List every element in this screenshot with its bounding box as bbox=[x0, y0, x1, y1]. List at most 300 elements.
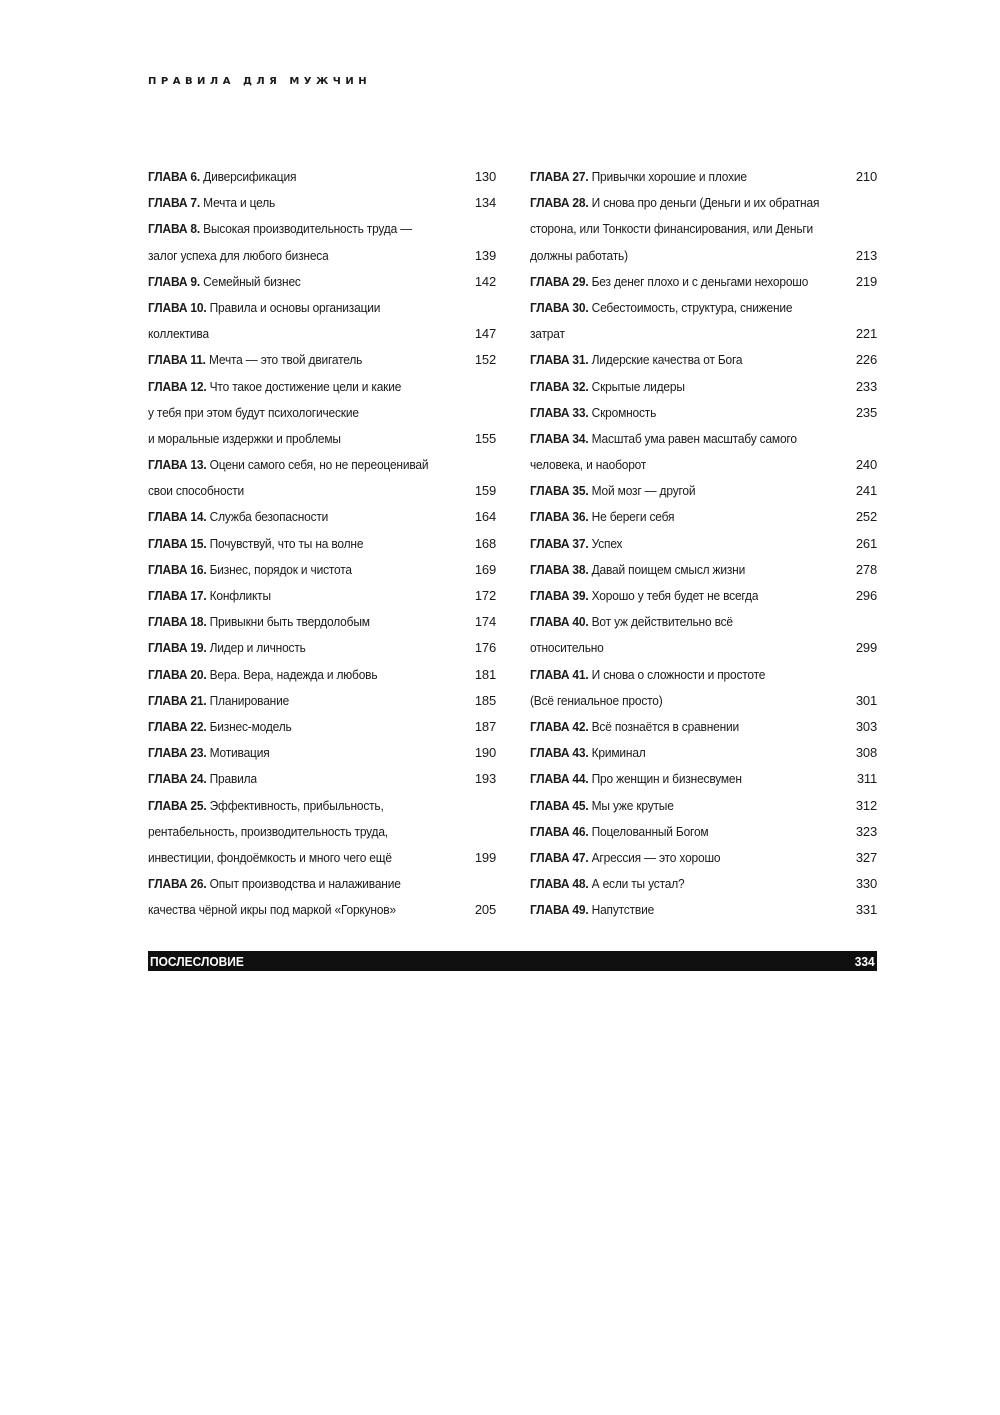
toc-chapter-label: ГЛАВА 13. bbox=[148, 457, 207, 473]
toc-entry[interactable] bbox=[530, 269, 877, 295]
toc-page-number: 303 bbox=[855, 718, 877, 734]
toc-entry-line bbox=[148, 583, 496, 609]
toc-entry[interactable] bbox=[530, 531, 877, 557]
toc-entry-line bbox=[530, 190, 877, 216]
toc-entry-line bbox=[148, 609, 496, 635]
toc-entry-title bbox=[148, 714, 292, 740]
toc-entry-line bbox=[530, 793, 877, 819]
toc-chapter-label: ГЛАВА 10. bbox=[148, 299, 207, 315]
toc-entry-title bbox=[148, 269, 301, 295]
toc-page-number: 164 bbox=[474, 509, 496, 525]
toc-entry-title bbox=[148, 793, 384, 819]
toc-entry-title bbox=[148, 347, 362, 373]
toc-page-number: 311 bbox=[856, 771, 877, 787]
toc-title-text: Вот уж действительно всё bbox=[591, 614, 733, 630]
toc-entry[interactable] bbox=[530, 374, 877, 400]
toc-entry[interactable] bbox=[148, 557, 496, 583]
toc-page-number: 168 bbox=[474, 535, 496, 551]
toc-entry-title bbox=[530, 400, 656, 426]
toc-page-number: 323 bbox=[855, 823, 877, 839]
toc-page-number: 226 bbox=[855, 352, 877, 368]
toc-chapter-label: ГЛАВА 42. bbox=[530, 718, 589, 734]
toc-entry-title bbox=[148, 321, 209, 347]
toc-title-text: Лидерские качества от Бога bbox=[591, 352, 743, 368]
toc-title-text: Мотивация bbox=[209, 745, 270, 761]
toc-entry-title bbox=[148, 845, 392, 871]
toc-title-text: должны работать) bbox=[530, 247, 628, 263]
toc-entry-title bbox=[530, 269, 808, 295]
toc-chapter-label: ГЛАВА 8. bbox=[148, 221, 201, 237]
toc-entry-title bbox=[530, 216, 813, 242]
toc-entry-title bbox=[148, 609, 370, 635]
toc-entry-line bbox=[148, 635, 496, 661]
toc-entry-title bbox=[530, 714, 739, 740]
toc-entry-line bbox=[530, 688, 877, 714]
toc-entry-line bbox=[148, 871, 496, 897]
toc-entry-line bbox=[530, 531, 877, 557]
toc-entry-title bbox=[530, 478, 695, 504]
toc-title-text: Планирование bbox=[209, 692, 290, 708]
toc-chapter-label: ГЛАВА 36. bbox=[530, 509, 589, 525]
toc-chapter-label: ГЛАВА 9. bbox=[148, 273, 201, 289]
toc-entry-title bbox=[148, 190, 275, 216]
toc-title-text: Успех bbox=[591, 535, 623, 551]
toc-afterword-bar[interactable] bbox=[148, 951, 877, 971]
toc-chapter-label: ГЛАВА 40. bbox=[530, 614, 589, 630]
toc-page-number: 219 bbox=[855, 273, 877, 289]
toc-entry-line bbox=[148, 557, 496, 583]
toc-title-text: Почувствуй, что ты на волне bbox=[209, 535, 364, 551]
toc-entry-line bbox=[148, 793, 496, 819]
toc-chapter-label: ГЛАВА 23. bbox=[148, 745, 207, 761]
toc-title-text: у тебя при этом будут психологические bbox=[148, 404, 359, 420]
toc-chapter-label: ГЛАВА 45. bbox=[530, 797, 589, 813]
toc-title-text: А если ты устал? bbox=[591, 876, 685, 892]
toc-title-text: Криминал bbox=[591, 745, 646, 761]
toc-title-text: Агрессия — это хорошо bbox=[591, 849, 721, 865]
toc-title-text: Оцени самого себя, но не переоценивай bbox=[209, 457, 429, 473]
toc-page-number: 155 bbox=[474, 430, 496, 446]
toc-entry[interactable] bbox=[530, 400, 877, 426]
toc-chapter-label: ГЛАВА 34. bbox=[530, 430, 589, 446]
toc-title-text: Мечта и цель bbox=[203, 195, 276, 211]
toc-entry[interactable] bbox=[530, 164, 877, 190]
toc-entry-line bbox=[530, 347, 877, 373]
toc-title-text: Поцелованный Богом bbox=[591, 823, 709, 839]
toc-title-text: Мой мозг — другой bbox=[591, 483, 696, 499]
toc-entry-line bbox=[530, 243, 877, 269]
toc-title-text: Мечта — это твой двигатель bbox=[208, 352, 363, 368]
toc-entry-line bbox=[530, 871, 877, 897]
toc-entry-title bbox=[530, 871, 684, 897]
running-head: ПРАВИЛА ДЛЯ МУЖЧИН bbox=[148, 76, 372, 87]
toc-entry[interactable] bbox=[530, 583, 877, 609]
toc-title-text: Диверсификация bbox=[203, 169, 297, 184]
toc-entry-title bbox=[148, 662, 377, 688]
toc-entry-title bbox=[148, 295, 380, 321]
toc-entry[interactable] bbox=[148, 347, 496, 373]
toc-chapter-label: ГЛАВА 48. bbox=[530, 876, 589, 892]
toc-entry-line bbox=[148, 897, 496, 923]
toc-entry[interactable] bbox=[530, 295, 877, 347]
toc-title-text: Лидер и личность bbox=[209, 640, 306, 656]
toc-title-text: Привычки хорошие и плохие bbox=[591, 169, 747, 184]
toc-page-number: 139 bbox=[474, 247, 496, 263]
toc-title-text: Хорошо у тебя будет не всегда bbox=[591, 588, 759, 603]
toc-title-text: Конфликты bbox=[209, 588, 271, 603]
toc-chapter-label: ГЛАВА 28. bbox=[530, 195, 589, 211]
toc-entry-title bbox=[148, 897, 396, 923]
toc-entry-line bbox=[148, 766, 496, 792]
toc-entry-title bbox=[530, 557, 745, 583]
toc-entry-title bbox=[530, 897, 654, 923]
toc-entry-line bbox=[530, 374, 877, 400]
toc-chapter-label: ГЛАВА 21. bbox=[148, 692, 207, 708]
toc-entry-title bbox=[530, 635, 604, 661]
toc-entry[interactable] bbox=[530, 897, 877, 923]
toc-entry-title bbox=[148, 426, 341, 452]
toc-page-number: 327 bbox=[855, 849, 877, 865]
toc-chapter-label: ГЛАВА 15. bbox=[148, 535, 207, 551]
toc-chapter-label: ГЛАВА 14. bbox=[148, 509, 207, 525]
toc-title-text: Что такое достижение цели и какие bbox=[209, 378, 402, 394]
toc-title-text: Скромность bbox=[591, 404, 657, 420]
toc-entry-title bbox=[148, 871, 401, 897]
toc-entry[interactable] bbox=[530, 740, 877, 766]
toc-title-text: Без денег плохо и с деньгами нехорошо bbox=[591, 273, 809, 289]
toc-entry-line bbox=[530, 897, 877, 923]
toc-page-number: 299 bbox=[855, 640, 877, 656]
toc-entry[interactable] bbox=[148, 740, 496, 766]
toc-chapter-label: ГЛАВА 25. bbox=[148, 797, 207, 813]
toc-chapter-label: ГЛАВА 31. bbox=[530, 352, 589, 368]
toc-entry-line bbox=[530, 164, 877, 190]
toc-entry-line bbox=[148, 740, 496, 766]
toc-entry[interactable] bbox=[148, 609, 496, 635]
toc-left-column bbox=[148, 164, 496, 923]
toc-page-number: 252 bbox=[855, 509, 877, 525]
toc-chapter-label: ГЛАВА 27. bbox=[530, 169, 589, 184]
toc-entry[interactable] bbox=[530, 609, 877, 661]
toc-page-number: 210 bbox=[855, 169, 877, 184]
toc-entry[interactable] bbox=[148, 583, 496, 609]
toc-page-number: 130 bbox=[474, 169, 496, 184]
toc-entry-line bbox=[530, 269, 877, 295]
toc-chapter-label: ГЛАВА 41. bbox=[530, 666, 589, 682]
toc-chapter-label: ГЛАВА 35. bbox=[530, 483, 589, 499]
toc-entry-line bbox=[148, 321, 496, 347]
toc-entry-line bbox=[148, 478, 496, 504]
toc-entry-title bbox=[148, 374, 401, 400]
toc-entry-line bbox=[530, 740, 877, 766]
toc-chapter-label: ГЛАВА 46. bbox=[530, 823, 589, 839]
toc-chapter-label: ГЛАВА 16. bbox=[148, 561, 207, 577]
toc-title-text: Всё познаётся в сравнении bbox=[591, 718, 740, 734]
toc-entry-line bbox=[148, 347, 496, 373]
toc-title-text: Бизнес-модель bbox=[209, 718, 292, 734]
toc-entry-title bbox=[530, 321, 565, 347]
toc-title-text: человека, и наоборот bbox=[530, 457, 647, 473]
toc-entry-title bbox=[530, 531, 622, 557]
toc-title-text: Служба безопасности bbox=[209, 509, 329, 525]
toc-chapter-label: ГЛАВА 26. bbox=[148, 876, 207, 892]
toc-entry-title bbox=[148, 400, 359, 426]
toc-entry-line bbox=[530, 766, 877, 792]
toc-page-number: 181 bbox=[474, 666, 496, 682]
toc-entry-title bbox=[148, 531, 363, 557]
toc-title-text: и моральные издержки и проблемы bbox=[148, 430, 341, 446]
toc-entry-line bbox=[530, 635, 877, 661]
toc-page-number: 221 bbox=[855, 326, 877, 342]
toc-entry-line bbox=[148, 662, 496, 688]
toc-entry-line bbox=[148, 400, 496, 426]
toc-entry-line bbox=[530, 714, 877, 740]
toc-title-text: коллектива bbox=[148, 326, 209, 342]
toc-chapter-label: ГЛАВА 32. bbox=[530, 378, 589, 394]
toc-chapter-label: ГЛАВА 37. bbox=[530, 535, 589, 551]
toc-entry-line bbox=[148, 426, 496, 452]
toc-page-number: 159 bbox=[474, 483, 496, 499]
toc-page-number: 312 bbox=[855, 797, 877, 813]
afterword-label: ПОСЛЕСЛОВИЕ bbox=[150, 953, 244, 969]
toc-page-number: 174 bbox=[474, 614, 496, 630]
toc-page-number: 169 bbox=[474, 561, 496, 577]
toc-entry[interactable] bbox=[148, 452, 496, 504]
toc-entry[interactable] bbox=[530, 714, 877, 740]
toc-entry[interactable] bbox=[148, 662, 496, 688]
toc-entry-title bbox=[148, 452, 428, 478]
toc-title-text: затрат bbox=[530, 326, 565, 342]
toc-entry[interactable] bbox=[148, 714, 496, 740]
toc-page-number: 278 bbox=[855, 561, 877, 577]
toc-page-number: 152 bbox=[474, 352, 496, 368]
toc-entry-title bbox=[148, 478, 244, 504]
toc-chapter-label: ГЛАВА 19. bbox=[148, 640, 207, 656]
toc-entry[interactable] bbox=[530, 819, 877, 845]
toc-entry-line bbox=[530, 819, 877, 845]
toc-entry-title bbox=[530, 164, 747, 190]
toc-entry-title bbox=[530, 819, 708, 845]
toc-page-number: 172 bbox=[474, 588, 496, 603]
toc-entry-title bbox=[148, 504, 328, 530]
toc-entry[interactable] bbox=[530, 871, 877, 897]
toc-page-number: 147 bbox=[474, 326, 496, 342]
toc-page-number: 235 bbox=[855, 404, 877, 420]
toc-chapter-label: ГЛАВА 18. bbox=[148, 614, 207, 630]
toc-entry-title bbox=[530, 426, 797, 452]
toc-entry[interactable] bbox=[148, 164, 496, 190]
toc-entry-line bbox=[148, 190, 496, 216]
toc-entry[interactable] bbox=[148, 504, 496, 530]
toc-page-number: 187 bbox=[474, 718, 496, 734]
toc-page-number: 134 bbox=[474, 195, 496, 211]
toc-right-column bbox=[530, 164, 877, 923]
toc-entry-line bbox=[530, 662, 877, 688]
toc-entry-title bbox=[530, 662, 765, 688]
toc-entry[interactable] bbox=[148, 374, 496, 453]
toc-entry[interactable] bbox=[530, 662, 877, 714]
toc-page-number: 330 bbox=[855, 876, 877, 892]
toc-title-text: инвестиции, фондоёмкость и много чего ещё bbox=[148, 849, 392, 865]
toc-entry-title bbox=[148, 740, 270, 766]
toc-entry[interactable] bbox=[148, 216, 496, 268]
toc-title-text: Правила bbox=[209, 771, 257, 787]
toc-title-text: Мы уже крутые bbox=[591, 797, 674, 813]
toc-chapter-label: ГЛАВА 44. bbox=[530, 771, 589, 787]
toc-entry-line bbox=[148, 452, 496, 478]
toc-title-text: сторона, или Тонкости финансирования, или Деньги bbox=[530, 221, 814, 237]
toc-title-text: Масштаб ума равен масштабу самого bbox=[591, 430, 797, 446]
toc-entry-title bbox=[148, 688, 289, 714]
toc-entry[interactable] bbox=[530, 793, 877, 819]
toc-entry-line bbox=[530, 216, 877, 242]
toc-entry-line bbox=[148, 531, 496, 557]
toc-chapter-label: ГЛАВА 7. bbox=[148, 195, 201, 211]
toc-page-number: 213 bbox=[855, 247, 877, 263]
toc-chapter-label: ГЛАВА 6. bbox=[148, 169, 201, 184]
toc-entry[interactable] bbox=[530, 426, 877, 478]
toc-entry-title bbox=[148, 583, 271, 609]
toc-entry-title bbox=[148, 164, 296, 190]
toc-entry-title bbox=[148, 635, 306, 661]
toc-entry[interactable] bbox=[148, 688, 496, 714]
toc-page-number: 205 bbox=[474, 902, 496, 918]
toc-entry-title bbox=[148, 766, 257, 792]
toc-entry-line bbox=[530, 295, 877, 321]
toc-title-text: Про женщин и бизнесвумен bbox=[591, 771, 742, 787]
toc-entry[interactable] bbox=[148, 269, 496, 295]
toc-page-number: 193 bbox=[474, 771, 496, 787]
toc-entry-line bbox=[148, 216, 496, 242]
toc-title-text: И снова про деньги (Деньги и их обратная bbox=[591, 195, 820, 211]
toc-entry[interactable] bbox=[148, 190, 496, 216]
toc-chapter-label: ГЛАВА 49. bbox=[530, 902, 589, 918]
toc-entry-title bbox=[148, 557, 352, 583]
toc-entry-title bbox=[530, 740, 646, 766]
toc-entry[interactable] bbox=[148, 766, 496, 792]
toc-entry-line bbox=[530, 478, 877, 504]
toc-chapter-label: ГЛАВА 39. bbox=[530, 588, 589, 603]
toc-entry-line bbox=[148, 504, 496, 530]
toc-title-text: свои способности bbox=[148, 483, 245, 499]
toc-entry-line bbox=[530, 321, 877, 347]
toc-page-number: 233 bbox=[855, 378, 877, 394]
toc-entry-line bbox=[148, 295, 496, 321]
toc-entry[interactable] bbox=[530, 347, 877, 373]
toc-page-number: 190 bbox=[474, 745, 496, 761]
toc-entry[interactable] bbox=[530, 478, 877, 504]
toc-title-text: И снова о сложности и простоте bbox=[591, 666, 766, 682]
toc-entry-line bbox=[530, 557, 877, 583]
toc-entry-line bbox=[148, 243, 496, 269]
toc-entry-title bbox=[530, 688, 663, 714]
toc-chapter-label: ГЛАВА 29. bbox=[530, 273, 589, 289]
toc-entry-title bbox=[530, 452, 646, 478]
toc-page-number: 142 bbox=[474, 273, 496, 289]
toc-page-number: 199 bbox=[474, 849, 496, 865]
toc-chapter-label: ГЛАВА 20. bbox=[148, 666, 207, 682]
toc-entry-title bbox=[530, 766, 742, 792]
toc-page-number: 241 bbox=[855, 483, 877, 499]
toc-entry[interactable] bbox=[148, 531, 496, 557]
toc-title-text: Опыт производства и налаживание bbox=[209, 876, 401, 892]
toc-page-number: 296 bbox=[855, 588, 877, 603]
toc-entry-line bbox=[148, 714, 496, 740]
toc-title-text: Привыкни быть твердолобым bbox=[209, 614, 370, 630]
toc-title-text: Давай поищем смысл жизни bbox=[591, 561, 746, 577]
toc-entry-title bbox=[530, 190, 819, 216]
toc-page-number: 301 bbox=[855, 692, 877, 708]
toc-entry-line bbox=[530, 426, 877, 452]
toc-entry-line bbox=[530, 452, 877, 478]
toc-title-text: относительно bbox=[530, 640, 604, 656]
toc-title-text: Эффективность, прибыльность, bbox=[209, 797, 384, 813]
toc-entry[interactable] bbox=[530, 504, 877, 530]
toc-entry[interactable] bbox=[530, 190, 877, 269]
toc-chapter-label: ГЛАВА 12. bbox=[148, 378, 207, 394]
toc-chapter-label: ГЛАВА 33. bbox=[530, 404, 589, 420]
toc-entry-line bbox=[530, 583, 877, 609]
toc-entry-line bbox=[148, 269, 496, 295]
toc-entry-title bbox=[530, 243, 628, 269]
toc-page-number: 308 bbox=[855, 745, 877, 761]
toc-title-text: Не береги себя bbox=[591, 509, 675, 525]
toc-chapter-label: ГЛАВА 11. bbox=[148, 352, 206, 368]
toc-entry[interactable] bbox=[148, 295, 496, 347]
toc-page-number: 240 bbox=[855, 457, 877, 473]
toc-entry-line bbox=[530, 609, 877, 635]
toc-entry-title bbox=[530, 504, 674, 530]
toc-entry-title bbox=[530, 295, 792, 321]
toc-title-text: Напутствие bbox=[591, 902, 655, 918]
toc-chapter-label: ГЛАВА 30. bbox=[530, 299, 589, 315]
toc-page-number: 185 bbox=[474, 692, 496, 708]
toc-entry-line bbox=[148, 688, 496, 714]
afterword-page: 334 bbox=[855, 953, 875, 969]
toc-entry-title bbox=[530, 347, 742, 373]
toc-entry-line bbox=[148, 164, 496, 190]
toc-page-number: 261 bbox=[855, 535, 877, 551]
toc-entry[interactable] bbox=[530, 766, 877, 792]
toc-chapter-label: ГЛАВА 17. bbox=[148, 588, 207, 603]
toc-entry-title bbox=[530, 609, 733, 635]
toc-entry[interactable] bbox=[148, 871, 496, 923]
toc-chapter-label: ГЛАВА 22. bbox=[148, 718, 207, 734]
toc-title-text: Высокая производительность труда — bbox=[203, 221, 412, 237]
toc-page-number: 176 bbox=[474, 640, 496, 656]
toc-entry-line bbox=[530, 845, 877, 871]
toc-title-text: залог успеха для любого бизнеса bbox=[148, 247, 329, 263]
toc-title-text: Вера. Вера, надежда и любовь bbox=[209, 666, 378, 682]
toc-entry-title bbox=[148, 243, 329, 269]
toc-entry-title bbox=[530, 374, 685, 400]
toc-entry[interactable] bbox=[530, 557, 877, 583]
toc-entry-line bbox=[148, 819, 496, 845]
toc-title-text: качества чёрной икры под маркой «Горкунов» bbox=[148, 902, 396, 918]
toc-title-text: Правила и основы организации bbox=[209, 299, 381, 315]
toc-entry-title bbox=[530, 845, 720, 871]
toc-chapter-label: ГЛАВА 24. bbox=[148, 771, 207, 787]
toc-entry-line bbox=[148, 374, 496, 400]
toc-entry[interactable] bbox=[148, 635, 496, 661]
toc-entry[interactable] bbox=[530, 845, 877, 871]
toc-entry-line bbox=[530, 504, 877, 530]
toc-entry-title bbox=[530, 583, 758, 609]
toc-entry-line bbox=[148, 845, 496, 871]
toc-entry[interactable] bbox=[148, 793, 496, 872]
toc-chapter-label: ГЛАВА 47. bbox=[530, 849, 589, 865]
toc-chapter-label: ГЛАВА 43. bbox=[530, 745, 589, 761]
